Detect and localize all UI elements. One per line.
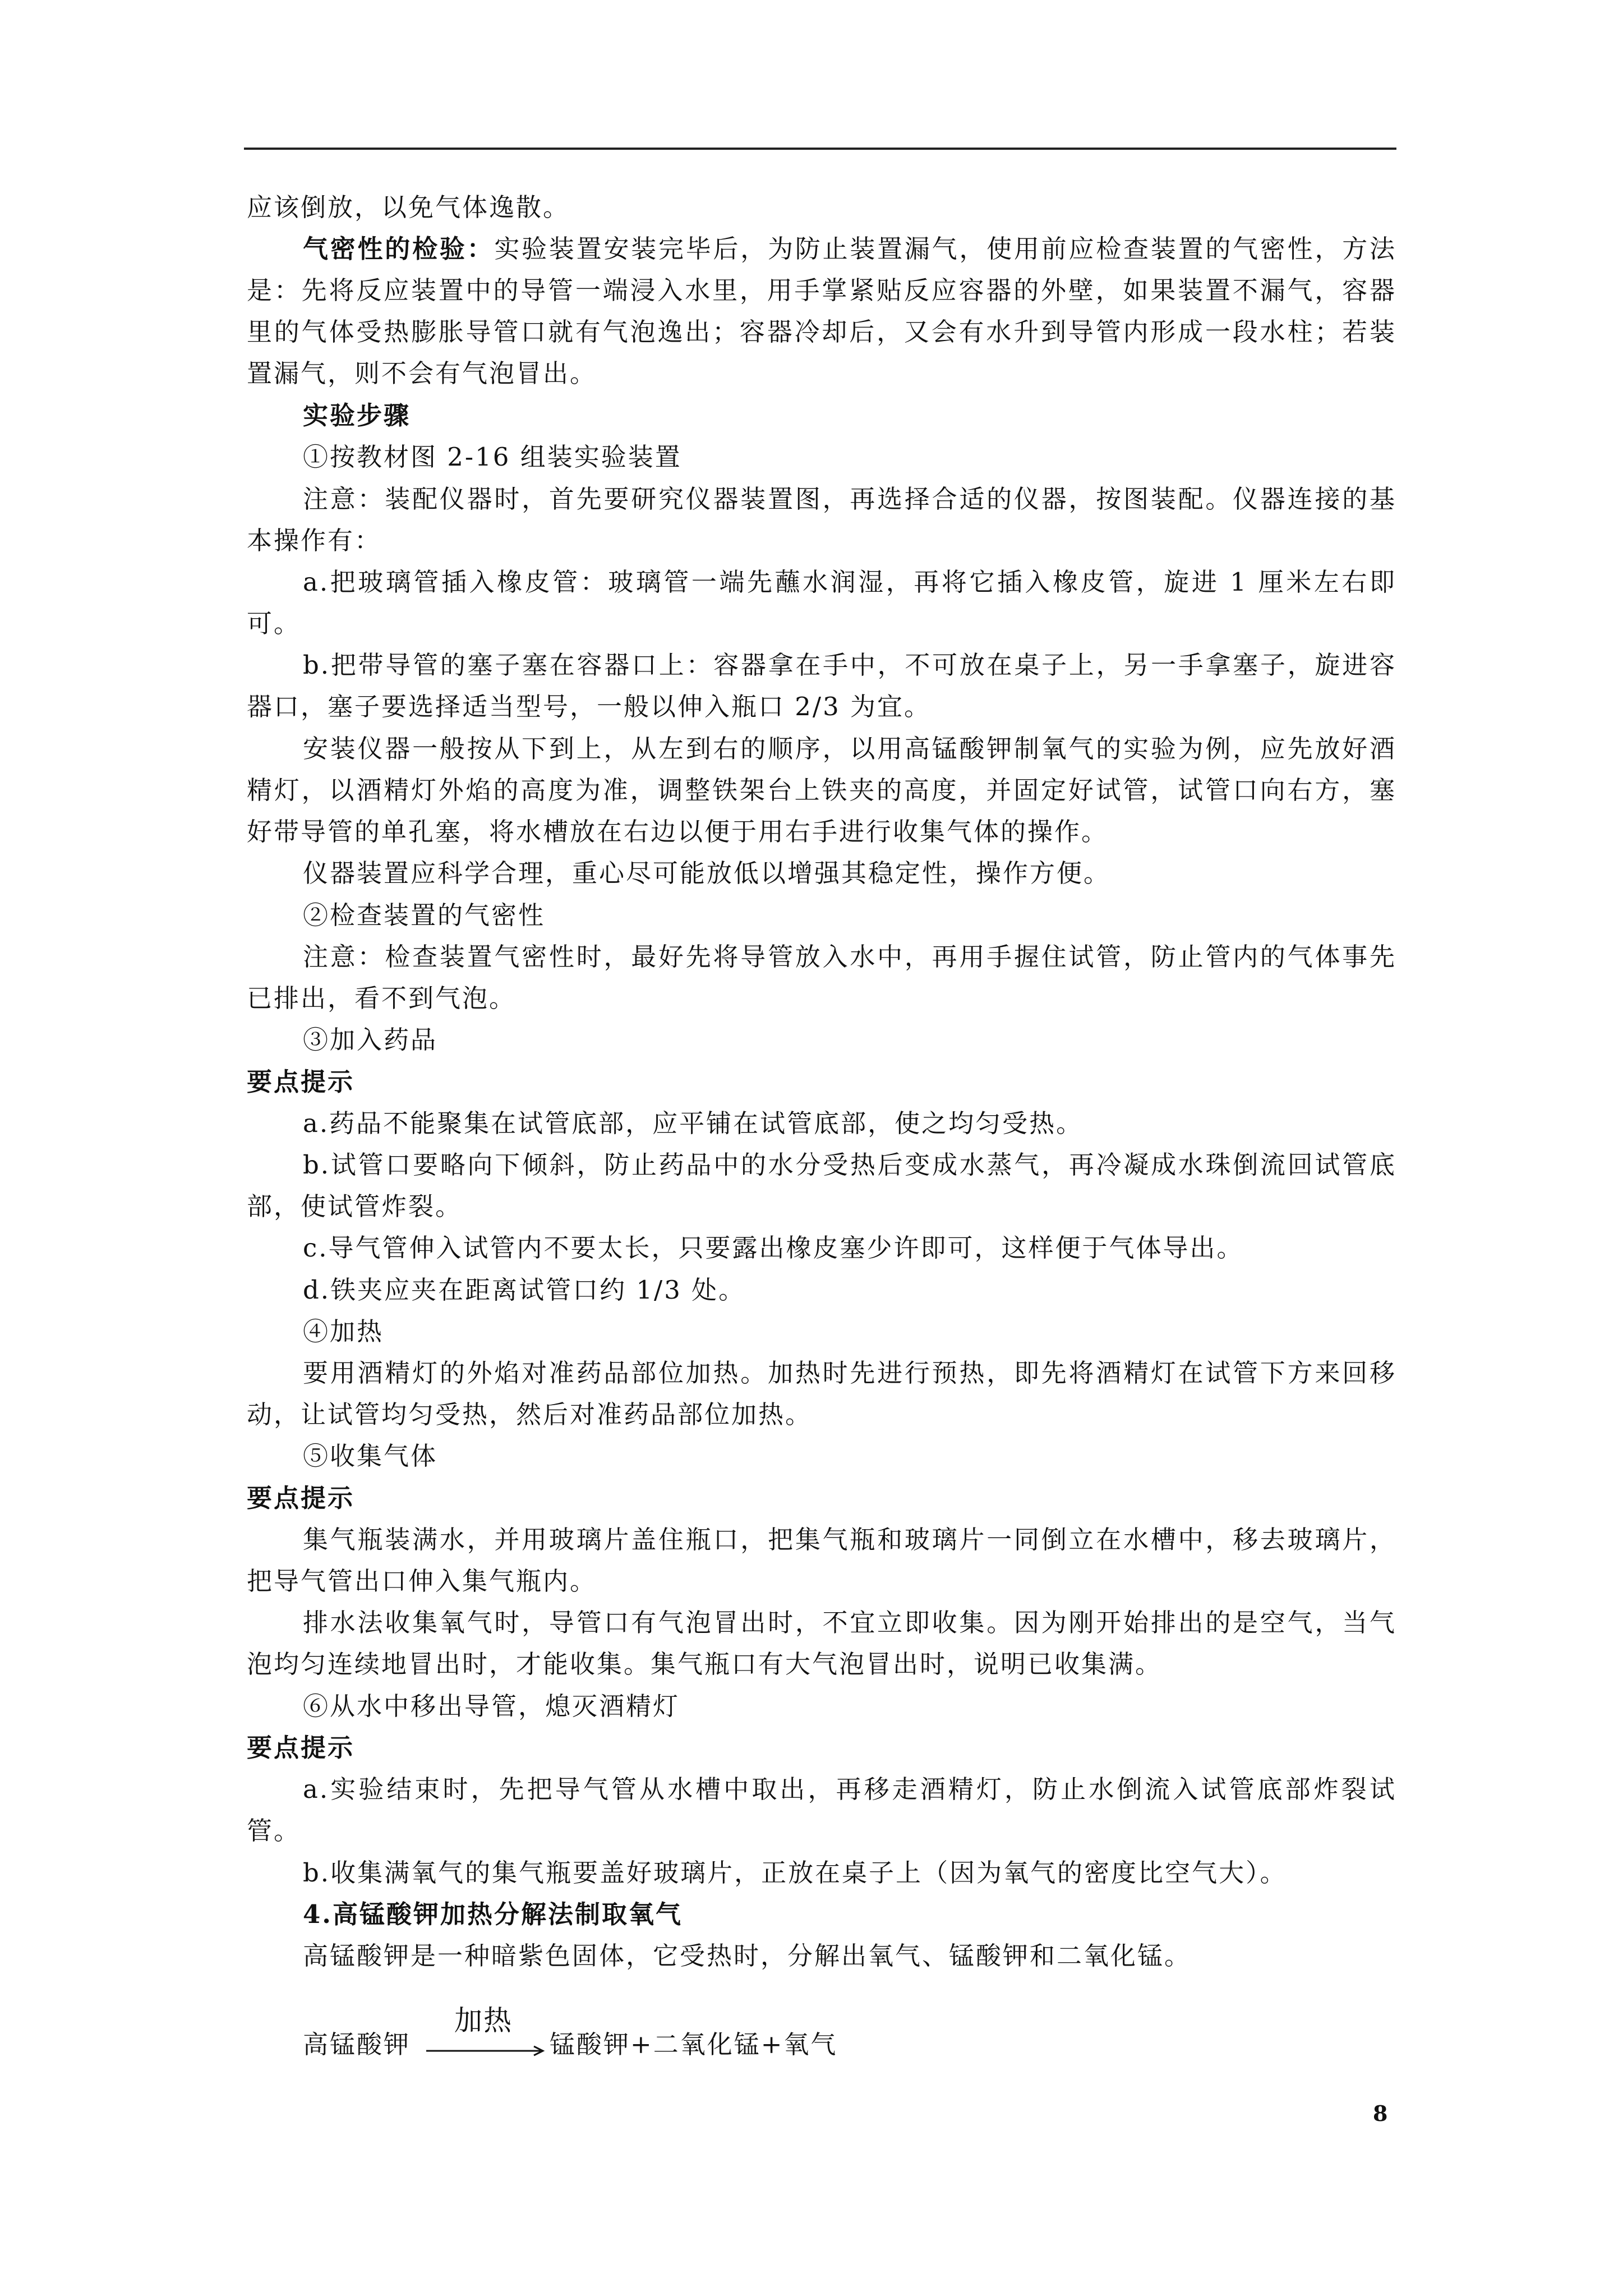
paragraph-water-displacement: 排水法收集氧气时，导管口有气泡冒出时，不宜立即收集。因为刚开始排出的是空气，当气泡均匀连续地冒出时，才能收集。集气瓶口有大气泡冒出时，说明已收集满。 <box>247 1608 1396 1679</box>
step-3-add-reagent: ③加入药品 <box>303 1025 438 1055</box>
airtightness-body: 实验装置安装完毕后，为防止装置漏气，使用前应检查装置的气密性，方法是：先将反应装置中的导管一端浸入水里，用手掌紧贴反应容器的外壁，如果装置不漏气，容器里的气体受热膨胀导管口就有气泡逸出；容器冷却后，又会有水升到导管内形成一段水柱；若装置漏气，则不会有气泡冒出。 <box>247 234 1396 388</box>
paragraph-gas-jar: 集气瓶装满水，并用玻璃片盖住瓶口，把集气瓶和玻璃片一同倒立在水槽中，移去玻璃片，把导气管出口伸入集气瓶内。 <box>247 1525 1396 1596</box>
tip-a-reagent: a.药品不能聚集在试管底部，应平铺在试管底部，使之均匀受热。 <box>303 1108 1083 1138</box>
tip-c-delivery-tube: c.导气管伸入试管内不要太长，只要露出橡皮塞少许即可，这样便于气体导出。 <box>303 1233 1244 1263</box>
page-number: 8 <box>1373 2101 1388 2126</box>
tip-b-gas-jar-upright: b.收集满氧气的集气瓶要盖好玻璃片，正放在桌子上（因为氧气的密度比空气大）。 <box>303 1858 1287 1888</box>
paragraph-permanganate: 高锰酸钾是一种暗紫色固体，它受热时，分解出氧气、锰酸钾和二氧化锰。 <box>303 1941 1192 1971</box>
step-5-collect-gas: ⑤收集气体 <box>303 1441 438 1471</box>
item-a-glass-tube: a.把玻璃管插入橡皮管：玻璃管一端先蘸水润湿，再将它插入橡皮管，旋进 1 厘米左右即可。 <box>247 567 1396 638</box>
paragraph-airtightness-check <box>247 228 1396 394</box>
paragraph-heating: 要用酒精灯的外焰对准药品部位加热。加热时先进行预热，即先将酒精灯在试管下方来回移动，让试管均匀受热，然后对准药品部位加热。 <box>247 1358 1396 1429</box>
reaction-equation <box>303 1998 1088 2071</box>
key-points-heading-2: 要点提示 <box>247 1483 355 1513</box>
key-points-heading-1: 要点提示 <box>247 1067 355 1097</box>
tip-a-end-experiment: a.实验结束时，先把导气管从水槽中取出，再移走酒精灯，防止水倒流入试管底部炸裂试管。 <box>247 1774 1396 1846</box>
products: 锰酸钾+二氧化锰+氧气 <box>550 2030 838 2059</box>
step-6-remove-tube: ⑥从水中移出导管，熄灭酒精灯 <box>303 1691 680 1721</box>
item-b-stopper: b.把带导管的塞子塞在容器口上：容器拿在手中，不可放在桌子上，另一手拿塞子，旋进容器口，塞子要选择适当型号，一般以伸入瓶口 2/3 为宜。 <box>247 650 1396 721</box>
reaction-arrow-icon <box>426 2045 545 2056</box>
step-2-check-airtightness: ②检查装置的气密性 <box>303 900 546 930</box>
paragraph-install-order: 安装仪器一般按从下到上，从左到右的顺序，以用高锰酸钾制氧气的实验为例，应先放好酒精灯，以酒精灯外焰的高度为准，调整铁架台上铁夹的高度，并固定好试管，试管口向右方，塞好带导管的单孔塞，将水槽放在右边以便于用右手进行收集气体的操作。 <box>247 734 1396 846</box>
note-assembly: 注意：装配仪器时，首先要研究仪器装置图，再选择合适的仪器，按图装配。仪器连接的基本操作有： <box>247 484 1396 555</box>
tip-b-tube-tilt: b.试管口要略向下倾斜，防止药品中的水分受热后变成水蒸气，再冷凝成水珠倒流回试管底部，使试管炸裂。 <box>247 1150 1396 1221</box>
step-1-assemble: ①按教材图 2-16 组装实验装置 <box>303 442 682 472</box>
paragraph-stability: 仪器装置应科学合理，重心尽可能放低以增强其稳定性，操作方便。 <box>303 858 1111 888</box>
airtightness-lead: 气密性的检验： <box>303 234 495 264</box>
paragraph-continuation: 应该倒放，以免气体逸散。 <box>247 192 570 222</box>
step-4-heating: ④加热 <box>303 1317 384 1346</box>
note-airtightness: 注意：检查装置气密性时，最好先将导管放入水中，再用手握住试管，防止管内的气体事先已排出，看不到气泡。 <box>247 942 1396 1013</box>
heading-experiment-steps: 实验步骤 <box>303 401 411 430</box>
header-rule <box>244 148 1396 150</box>
reaction-condition: 加热 <box>454 2004 513 2037</box>
key-points-heading-3: 要点提示 <box>247 1733 355 1763</box>
section-heading-permanganate: 4.高锰酸钾加热分解法制取氧气 <box>303 1899 683 1929</box>
tip-d-clamp: d.铁夹应夹在距离试管口约 1/3 处。 <box>303 1275 746 1305</box>
reactant: 高锰酸钾 <box>303 2030 411 2059</box>
